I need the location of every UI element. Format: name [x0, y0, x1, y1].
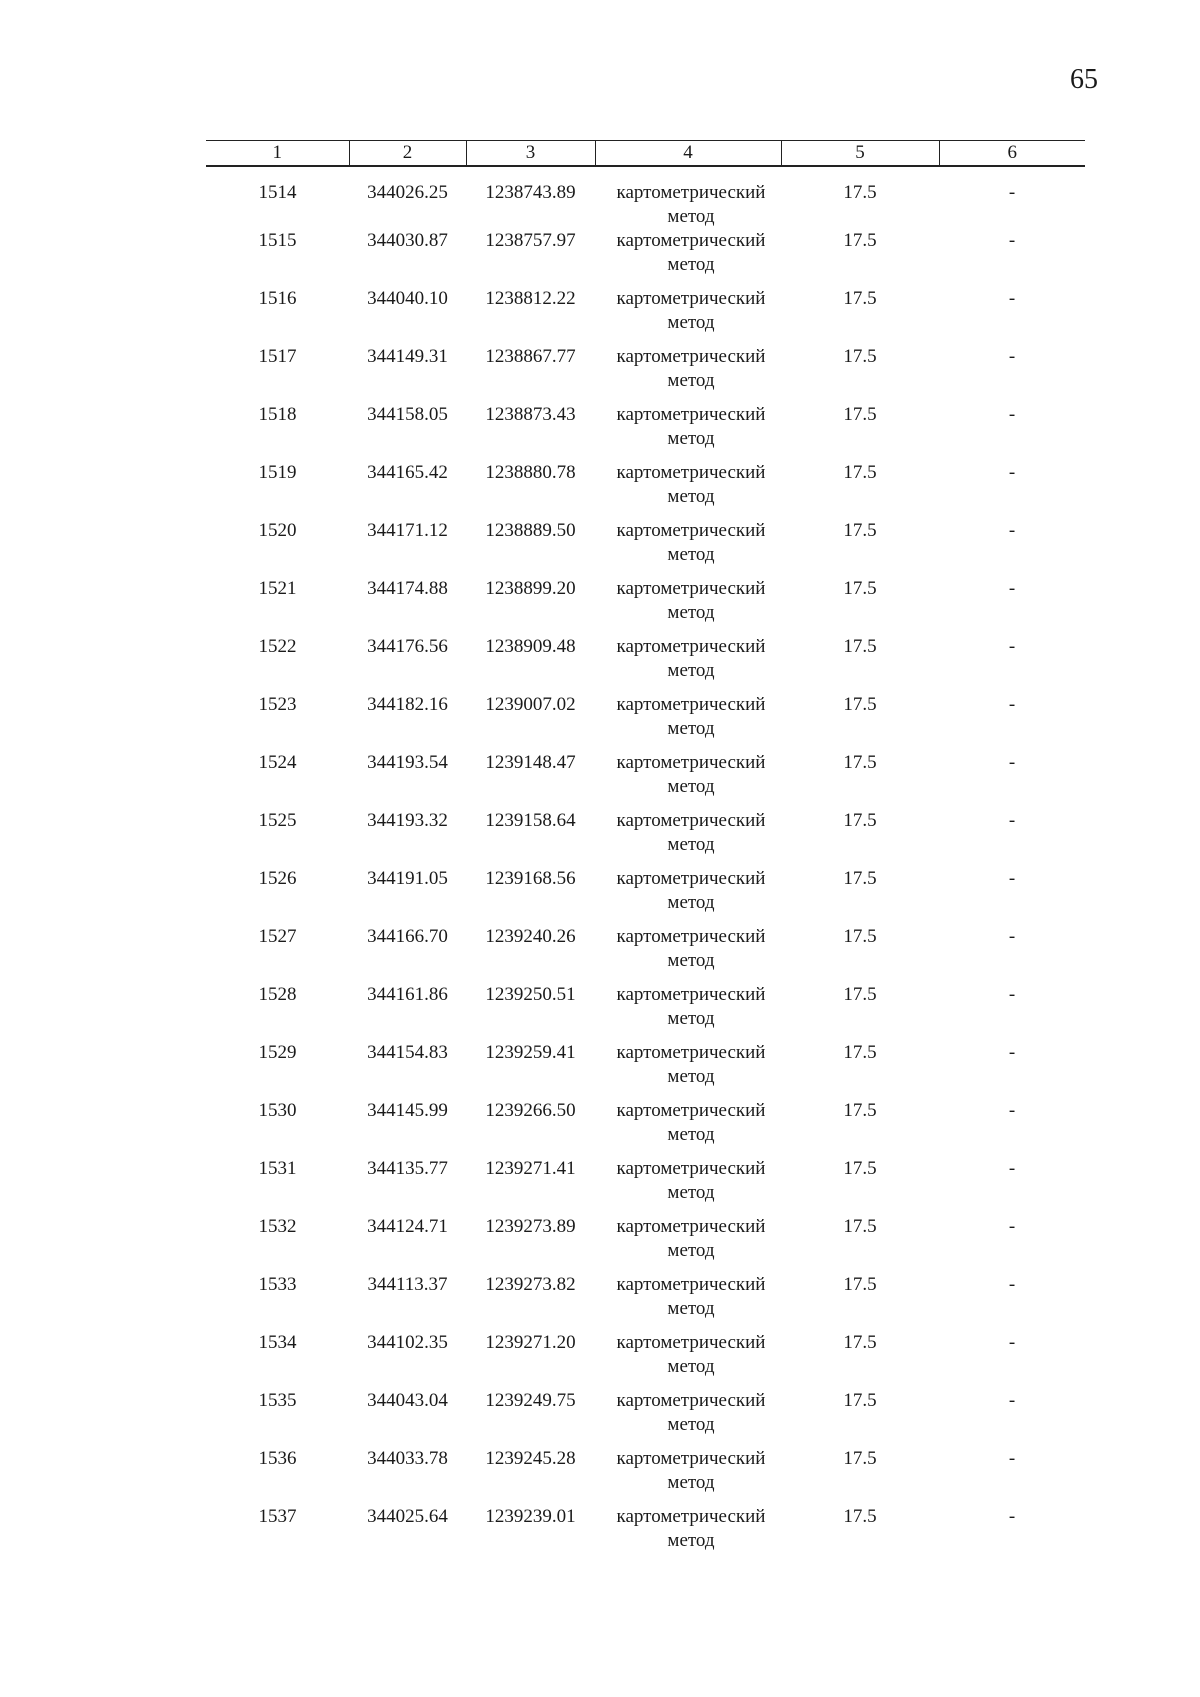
method-text: картометрический метод [616, 462, 766, 507]
cell-y-coordinate: 1238867.77 [485, 346, 576, 367]
column-header-2: 2 [349, 141, 466, 167]
table-row [206, 519, 1085, 577]
cell-point-number: 1529 [258, 1042, 297, 1063]
cell-y-coordinate: 1239007.02 [485, 694, 576, 715]
cell-y-coordinate: 1239259.41 [485, 1042, 576, 1063]
cell-x-coordinate: 344174.88 [367, 578, 448, 599]
column-header-4: 4 [595, 141, 781, 167]
cell-x-coordinate: 344166.70 [367, 926, 448, 947]
cell-method [595, 287, 781, 345]
cell-y-coordinate: 1239245.28 [485, 1448, 576, 1469]
cell-x-coordinate: 344043.04 [367, 1390, 448, 1411]
method-text: картометрический метод [616, 404, 766, 449]
page-number: 65 [1070, 64, 1098, 95]
cell-accuracy: 17.5 [843, 404, 877, 425]
cell-x-coordinate: 344149.31 [367, 346, 448, 367]
cell-note: - [1008, 182, 1016, 203]
cell-accuracy: 17.5 [843, 1100, 877, 1121]
cell-x-coordinate: 344033.78 [367, 1448, 448, 1469]
cell-accuracy: 17.5 [843, 288, 877, 309]
cell-method [595, 1041, 781, 1099]
cell-note: - [1008, 1506, 1016, 1527]
cell-x-coordinate: 344135.77 [367, 1158, 448, 1179]
cell-point-number: 1520 [258, 520, 297, 541]
cell-method [595, 1331, 781, 1389]
table-row [206, 1273, 1085, 1331]
cell-x-coordinate: 344124.71 [367, 1216, 448, 1237]
cell-accuracy: 17.5 [843, 182, 877, 203]
cell-note: - [1008, 636, 1016, 657]
cell-x-coordinate: 344191.05 [367, 868, 448, 889]
cell-note: - [1008, 1274, 1016, 1295]
method-text: картометрический метод [616, 346, 766, 391]
cell-point-number: 1517 [258, 346, 297, 367]
cell-method [595, 867, 781, 925]
table-row [206, 1157, 1085, 1215]
cell-point-number: 1523 [258, 694, 297, 715]
cell-y-coordinate: 1239273.82 [485, 1274, 576, 1295]
cell-point-number: 1534 [258, 1332, 297, 1353]
table-row [206, 229, 1085, 287]
cell-point-number: 1531 [258, 1158, 297, 1179]
column-header-1: 1 [206, 141, 349, 167]
cell-point-number: 1516 [258, 288, 297, 309]
cell-note: - [1008, 926, 1016, 947]
cell-method [595, 166, 781, 229]
table-row [206, 1389, 1085, 1447]
cell-accuracy: 17.5 [843, 1158, 877, 1179]
table-row [206, 1215, 1085, 1273]
cell-y-coordinate: 1238873.43 [485, 404, 576, 425]
cell-y-coordinate: 1238757.97 [485, 230, 576, 251]
cell-accuracy: 17.5 [843, 520, 877, 541]
cell-point-number: 1519 [258, 462, 297, 483]
cell-point-number: 1530 [258, 1100, 297, 1121]
cell-accuracy: 17.5 [843, 346, 877, 367]
cell-accuracy: 17.5 [843, 810, 877, 831]
cell-point-number: 1528 [258, 984, 297, 1005]
cell-note: - [1008, 1448, 1016, 1469]
cell-x-coordinate: 344193.54 [367, 752, 448, 773]
cell-x-coordinate: 344102.35 [367, 1332, 448, 1353]
cell-accuracy: 17.5 [843, 462, 877, 483]
method-text: картометрический метод [616, 520, 766, 565]
cell-y-coordinate: 1239148.47 [485, 752, 576, 773]
method-text: картометрический метод [616, 1332, 766, 1377]
cell-method [595, 925, 781, 983]
cell-note: - [1008, 752, 1016, 773]
method-text: картометрический метод [616, 182, 766, 227]
method-text: картометрический метод [616, 1158, 766, 1203]
cell-note: - [1008, 1158, 1016, 1179]
table-row [206, 403, 1085, 461]
cell-note: - [1008, 1332, 1016, 1353]
method-text: картометрический метод [616, 868, 766, 913]
cell-point-number: 1537 [258, 1506, 297, 1527]
cell-accuracy: 17.5 [843, 926, 877, 947]
cell-method [595, 1505, 781, 1563]
cell-method [595, 751, 781, 809]
cell-note: - [1008, 1390, 1016, 1411]
cell-y-coordinate: 1239271.41 [485, 1158, 576, 1179]
table-row [206, 461, 1085, 519]
cell-method [595, 577, 781, 635]
cell-y-coordinate: 1239168.56 [485, 868, 576, 889]
cell-note: - [1008, 288, 1016, 309]
cell-accuracy: 17.5 [843, 1506, 877, 1527]
cell-x-coordinate: 344182.16 [367, 694, 448, 715]
cell-point-number: 1527 [258, 926, 297, 947]
cell-x-coordinate: 344026.25 [367, 182, 448, 203]
method-text: картометрический метод [616, 1042, 766, 1087]
cell-y-coordinate: 1239271.20 [485, 1332, 576, 1353]
cell-method [595, 983, 781, 1041]
cell-note: - [1008, 230, 1016, 251]
table-row [206, 925, 1085, 983]
cell-method [595, 1273, 781, 1331]
cell-point-number: 1515 [258, 230, 297, 251]
cell-accuracy: 17.5 [843, 984, 877, 1005]
cell-accuracy: 17.5 [843, 230, 877, 251]
cell-x-coordinate: 344154.83 [367, 1042, 448, 1063]
cell-y-coordinate: 1238880.78 [485, 462, 576, 483]
cell-method [595, 403, 781, 461]
cell-accuracy: 17.5 [843, 636, 877, 657]
method-text: картометрический метод [616, 810, 766, 855]
column-header-6: 6 [939, 141, 1085, 167]
cell-accuracy: 17.5 [843, 868, 877, 889]
table-row [206, 345, 1085, 403]
cell-note: - [1008, 346, 1016, 367]
cell-note: - [1008, 868, 1016, 889]
cell-y-coordinate: 1239239.01 [485, 1506, 576, 1527]
cell-note: - [1008, 694, 1016, 715]
cell-method [595, 1447, 781, 1505]
cell-note: - [1008, 462, 1016, 483]
method-text: картометрический метод [616, 926, 766, 971]
cell-x-coordinate: 344158.05 [367, 404, 448, 425]
cell-point-number: 1535 [258, 1390, 297, 1411]
cell-point-number: 1522 [258, 636, 297, 657]
cell-accuracy: 17.5 [843, 694, 877, 715]
table-row [206, 809, 1085, 867]
cell-accuracy: 17.5 [843, 1216, 877, 1237]
table-header-row [206, 141, 1085, 167]
method-text: картометрический метод [616, 1100, 766, 1145]
table-row [206, 635, 1085, 693]
cell-point-number: 1524 [258, 752, 297, 773]
table-row [206, 1331, 1085, 1389]
method-text: картометрический метод [616, 288, 766, 333]
table-row [206, 867, 1085, 925]
cell-note: - [1008, 578, 1016, 599]
cell-y-coordinate: 1239249.75 [485, 1390, 576, 1411]
method-text: картометрический метод [616, 1506, 766, 1551]
cell-method [595, 461, 781, 519]
cell-x-coordinate: 344193.32 [367, 810, 448, 831]
method-text: картометрический метод [616, 752, 766, 797]
method-text: картометрический метод [616, 230, 766, 275]
table-row [206, 693, 1085, 751]
cell-accuracy: 17.5 [843, 578, 877, 599]
cell-note: - [1008, 1100, 1016, 1121]
method-text: картометрический метод [616, 1390, 766, 1435]
cell-method [595, 1099, 781, 1157]
cell-accuracy: 17.5 [843, 1042, 877, 1063]
table-row [206, 983, 1085, 1041]
cell-note: - [1008, 404, 1016, 425]
cell-accuracy: 17.5 [843, 1332, 877, 1353]
cell-method [595, 1157, 781, 1215]
cell-point-number: 1526 [258, 868, 297, 889]
table-row [206, 1041, 1085, 1099]
cell-y-coordinate: 1238743.89 [485, 182, 576, 203]
cell-method [595, 229, 781, 287]
cell-x-coordinate: 344040.10 [367, 288, 448, 309]
cell-x-coordinate: 344025.64 [367, 1506, 448, 1527]
table-row [206, 577, 1085, 635]
cell-x-coordinate: 344145.99 [367, 1100, 448, 1121]
cell-x-coordinate: 344113.37 [367, 1274, 448, 1295]
cell-y-coordinate: 1239266.50 [485, 1100, 576, 1121]
cell-x-coordinate: 344030.87 [367, 230, 448, 251]
table-row [206, 1505, 1085, 1563]
table-body [206, 166, 1085, 1563]
cell-note: - [1008, 810, 1016, 831]
cell-x-coordinate: 344165.42 [367, 462, 448, 483]
method-text: картометрический метод [616, 636, 766, 681]
cell-note: - [1008, 1042, 1016, 1063]
method-text: картометрический метод [616, 694, 766, 739]
cell-y-coordinate: 1239250.51 [485, 984, 576, 1005]
cell-y-coordinate: 1239273.89 [485, 1216, 576, 1237]
cell-x-coordinate: 344161.86 [367, 984, 448, 1005]
cell-point-number: 1518 [258, 404, 297, 425]
method-text: картометрический метод [616, 1274, 766, 1319]
table-row [206, 166, 1085, 229]
cell-y-coordinate: 1239158.64 [485, 810, 576, 831]
cell-point-number: 1521 [258, 578, 297, 599]
cell-x-coordinate: 344176.56 [367, 636, 448, 657]
cell-method [595, 1215, 781, 1273]
cell-accuracy: 17.5 [843, 1390, 877, 1411]
cell-method [595, 345, 781, 403]
cell-point-number: 1525 [258, 810, 297, 831]
column-header-3: 3 [466, 141, 595, 167]
cell-y-coordinate: 1239240.26 [485, 926, 576, 947]
cell-point-number: 1532 [258, 1216, 297, 1237]
table-row [206, 287, 1085, 345]
cell-accuracy: 17.5 [843, 1274, 877, 1295]
cell-y-coordinate: 1238889.50 [485, 520, 576, 541]
cell-note: - [1008, 1216, 1016, 1237]
cell-y-coordinate: 1238812.22 [485, 288, 576, 309]
cell-method [595, 1389, 781, 1447]
cell-point-number: 1536 [258, 1448, 297, 1469]
cell-y-coordinate: 1238899.20 [485, 578, 576, 599]
method-text: картометрический метод [616, 984, 766, 1029]
method-text: картометрический метод [616, 578, 766, 623]
cell-y-coordinate: 1238909.48 [485, 636, 576, 657]
cell-x-coordinate: 344171.12 [367, 520, 448, 541]
method-text: картометрический метод [616, 1216, 766, 1261]
cell-method [595, 693, 781, 751]
table-row [206, 1099, 1085, 1157]
method-text: картометрический метод [616, 1448, 766, 1493]
cell-method [595, 519, 781, 577]
cell-point-number: 1514 [258, 182, 297, 203]
coordinates-table [206, 140, 1085, 1563]
cell-method [595, 809, 781, 867]
cell-accuracy: 17.5 [843, 752, 877, 773]
cell-accuracy: 17.5 [843, 1448, 877, 1469]
cell-point-number: 1533 [258, 1274, 297, 1295]
column-header-5: 5 [781, 141, 939, 167]
cell-note: - [1008, 984, 1016, 1005]
cell-method [595, 635, 781, 693]
table-row [206, 751, 1085, 809]
table-row [206, 1447, 1085, 1505]
cell-note: - [1008, 520, 1016, 541]
